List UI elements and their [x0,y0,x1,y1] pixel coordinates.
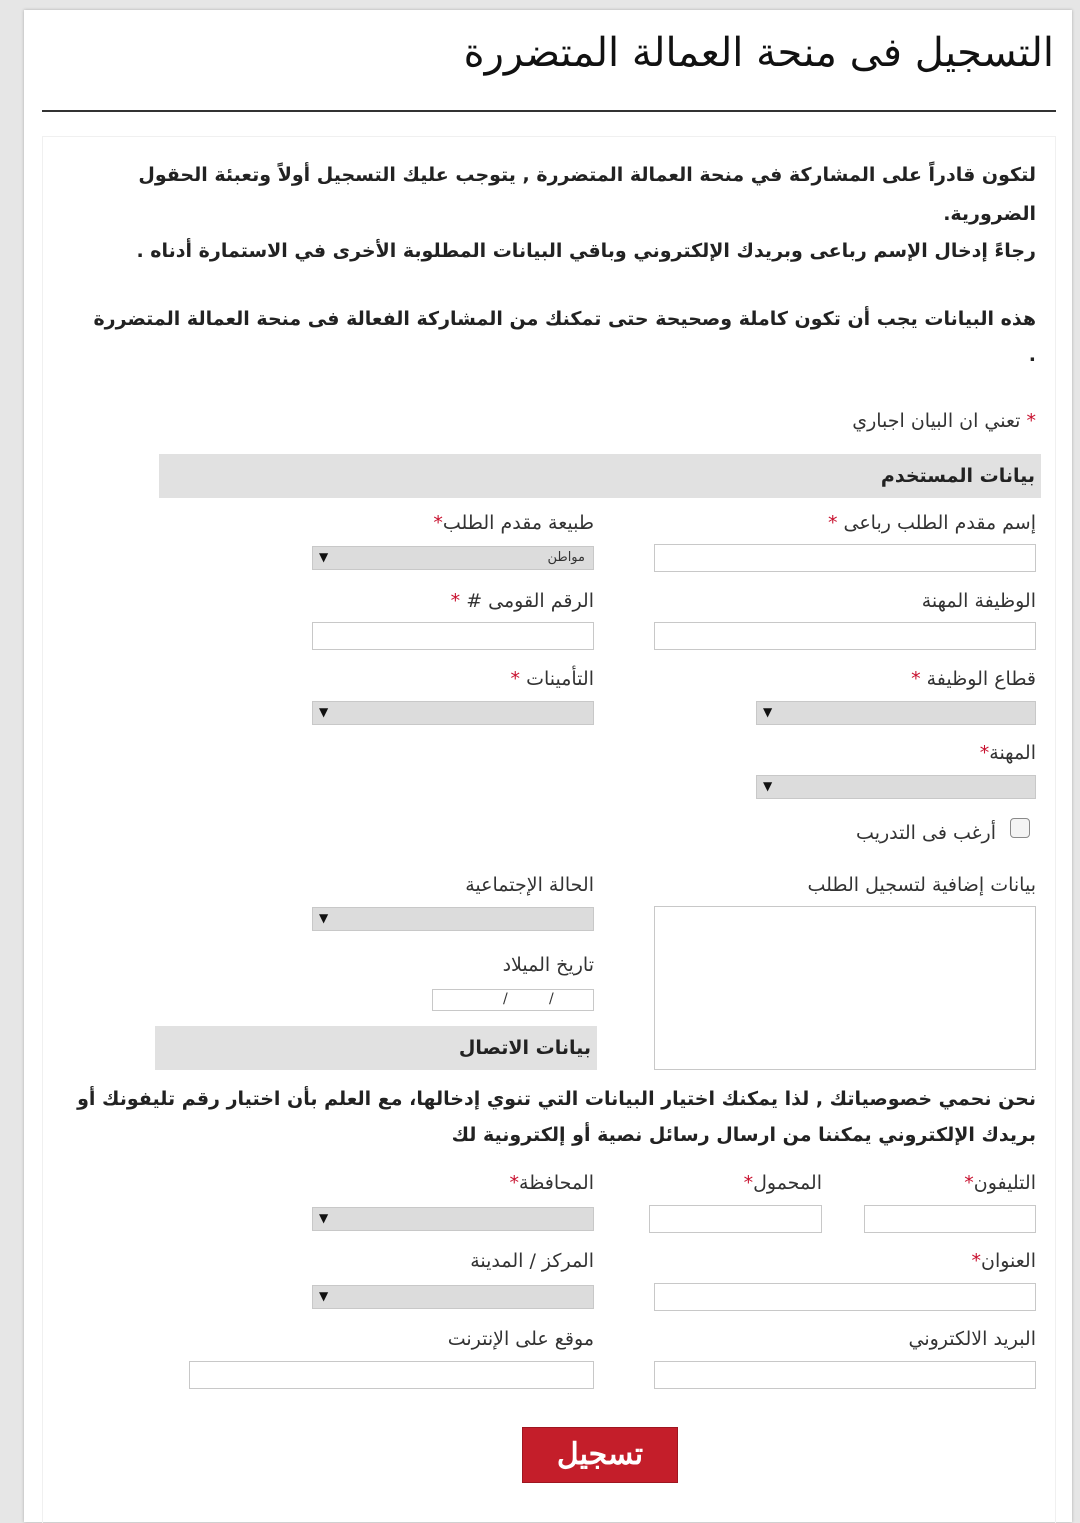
applicant-type-label: طبيعة مقدم الطلب* [433,512,594,534]
intro-text-2: الضرورية. [943,203,1036,225]
mobile-label: المحمول* [743,1172,822,1194]
user-data-section-header [159,454,1041,498]
registration-page [24,10,1072,1522]
date-separator: / [503,991,508,1007]
chevron-down-icon: ▼ [763,705,773,719]
marital-status-label: الحالة الإجتماعية [465,874,594,896]
chevron-down-icon: ▼ [763,779,773,793]
intro-text-3: رجاءً إدخال الإسم رباعى وبريدك الإلكتروني وباقي البيانات المطلوبة الأخرى في الاستمارة أدناه . [136,240,1036,262]
address-label: العنوان* [971,1250,1036,1272]
job-sector-label: قطاع الوظيفة * [911,668,1036,690]
chevron-down-icon: ▼ [319,1211,329,1225]
chevron-down-icon: ▼ [319,705,329,719]
required-note-text: تعني ان البيان اجباري [852,410,1021,432]
address-input[interactable] [654,1283,1036,1311]
date-separator: / [549,991,554,1007]
governorate-label: المحافظة* [509,1172,594,1194]
email-input[interactable] [654,1361,1036,1389]
page-title: التسجيل فى منحة العمالة المتضررة [463,30,1054,76]
job-title-label: الوظيفة المهنة [921,590,1036,612]
chevron-down-icon: ▼ [319,550,329,564]
intro-text-5: . [1028,344,1036,366]
title-divider [42,110,1056,112]
governorate-select[interactable] [312,1207,594,1231]
contact-section-header [155,1026,597,1070]
contact-section-title: بيانات الاتصال [458,1037,591,1059]
required-note [852,410,1036,432]
applicant-type-value: مواطن [547,550,585,565]
intro-text-1: لتكون قادراً على المشاركة في منحة العمالة المتضررة , يتوجب عليك التسجيل أولاً وتعبئة الحقول [138,164,1036,186]
profession-label: المهنة* [979,742,1036,764]
insurance-label: التأمينات * [510,668,594,690]
website-label: موقع على الإنترنت [447,1328,594,1350]
profession-select[interactable] [756,775,1036,799]
chevron-down-icon: ▼ [319,1289,329,1303]
insurance-select[interactable] [312,701,594,725]
mobile-input[interactable] [649,1205,822,1233]
intro-text-4: هذه البيانات يجب أن تكون كاملة وصحيحة حتى تمكنك من المشاركة الفعالة فى منحة العمالة المتضررة [93,308,1036,330]
applicant-type-select[interactable] [312,546,594,570]
user-data-section-title: بيانات المستخدم [880,465,1035,487]
national-id-label: الرقم القومى # * [450,590,594,612]
privacy-text-2: بريدك الإلكتروني يمكننا من ارسال رسائل نصية أو إلكترونية لك [451,1124,1036,1146]
training-checkbox[interactable] [1010,818,1030,838]
register-submit-button[interactable]: تسجيل [522,1427,678,1483]
phone-input[interactable] [864,1205,1036,1233]
chevron-down-icon: ▼ [319,911,329,925]
job-title-input[interactable] [654,622,1036,650]
city-select[interactable] [312,1285,594,1309]
national-id-input[interactable] [312,622,594,650]
training-label: أرغب فى التدريب [856,822,996,844]
website-input[interactable] [189,1361,594,1389]
email-label: البريد الالكتروني [908,1328,1036,1350]
required-star: * [1026,410,1036,432]
city-label: المركز / المدينة [470,1250,594,1272]
full-name-input[interactable] [654,544,1036,572]
job-sector-select[interactable] [756,701,1036,725]
marital-status-select[interactable] [312,907,594,931]
birth-date-label: تاريخ الميلاد [502,954,594,976]
additional-info-label: بيانات إضافية لتسجيل الطلب [807,874,1036,896]
phone-label: التليفون* [964,1172,1036,1194]
full-name-label: إسم مقدم الطلب رباعى * [827,512,1036,534]
additional-info-textarea[interactable] [654,906,1036,1070]
privacy-text-1: نحن نحمي خصوصياتك , لذا يمكنك اختيار البيانات التي تنوي إدخالها، مع العلم بأن اختيار رقم تليفونك أو [77,1088,1036,1110]
birth-date-input[interactable] [432,989,594,1011]
